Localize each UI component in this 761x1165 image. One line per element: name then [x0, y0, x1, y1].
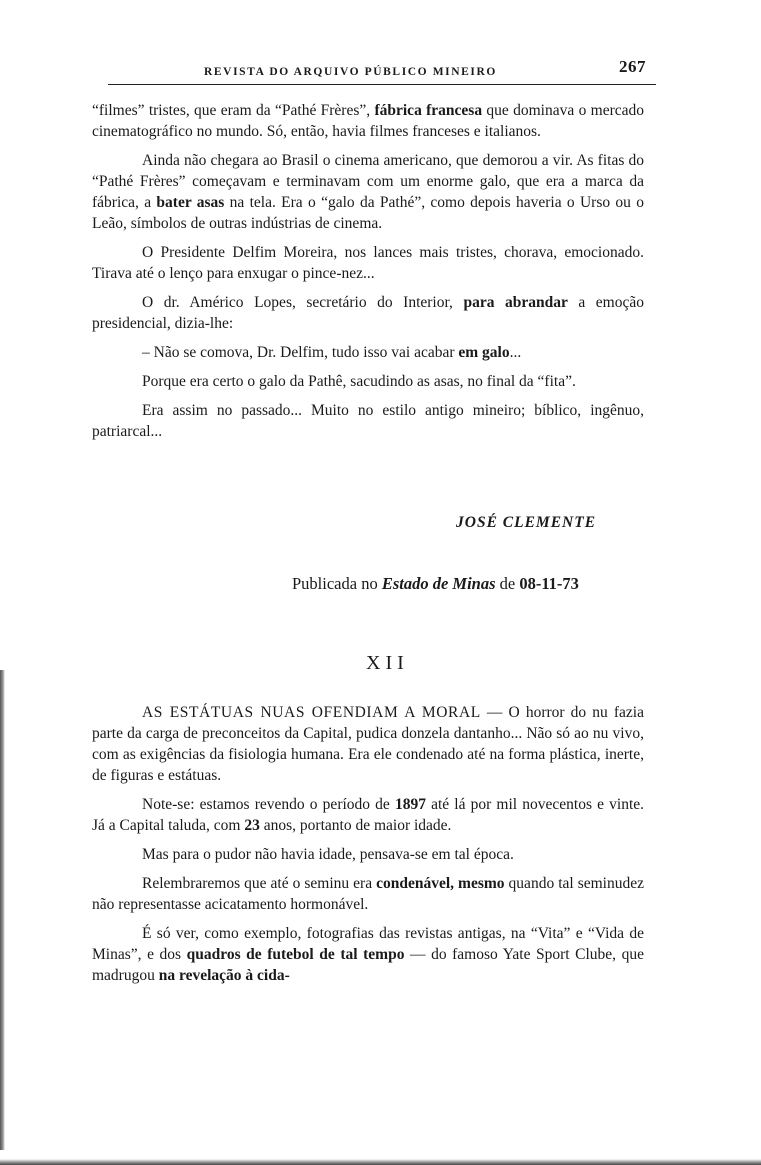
author-signature: JOSÉ CLEMENTE — [456, 514, 597, 531]
text-run: — do famoso Yate Sport Clube, que madrugou — [92, 946, 644, 984]
scan-edge-bottom — [0, 1159, 761, 1165]
paragraph — [92, 150, 644, 234]
paragraph: Mas para o pudor não havia idade, pensava-se em tal época. — [142, 846, 514, 863]
text-run: Note-se: estamos revendo o período de — [142, 796, 395, 813]
bold-text: 1897 — [394, 796, 426, 813]
text-run: Relembraremos que até o seminu era — [142, 875, 377, 892]
paragraph — [92, 702, 644, 786]
new-article — [92, 702, 644, 994]
journal-title: REVISTA DO ARQUIVO PÚBLICO MINEIRO — [204, 66, 497, 78]
paragraph — [92, 873, 644, 915]
bold-text: 23 — [244, 817, 260, 834]
bold-text: em galo — [458, 344, 510, 361]
text-run: Ainda não chegara ao Brasil o cinema americano, que demorou a vir. As fitas do “Pathé Frères” começavam e terminavam com um enorme galo, que era a marca da fábrica, a — [92, 152, 644, 211]
text-run: na tela. Era o “galo da Pathé”, como depois haveria o Urso ou o Leão, símbolos de outras indústrias de cinema. — [92, 194, 645, 232]
bold-text: quadros de futebol de tal tempo — [186, 946, 405, 963]
text-run: quando tal seminudez não representasse acicatamento hormonável. — [92, 875, 644, 913]
paragraph — [92, 100, 644, 142]
bold-text: bater asas — [156, 194, 225, 211]
text-run: “filmes” tristes, que eram da “Pathé Frères”, — [92, 102, 375, 119]
article-continuation — [92, 100, 644, 450]
bold-text: condenável, mesmo — [376, 875, 505, 892]
text-run: É só ver, como exemplo, fotografias das revistas antigas, na “Vita” e “Vida de Minas”, e dos — [92, 925, 644, 963]
text-run: a emoção presidencial, dizia-lhe: — [92, 294, 644, 332]
publication-prefix: Publicada no — [292, 574, 382, 593]
bold-text: fábrica francesa — [374, 102, 483, 119]
publication-connector: de — [495, 574, 520, 593]
paragraph: Porque era certo o galo da Pathê, sacudindo as asas, no final da “fita”. — [142, 373, 576, 390]
paragraph — [92, 292, 644, 334]
text-run: – Não se comova, Dr. Delfim, tudo isso vai acabar — [142, 344, 459, 361]
text-run: ... — [509, 344, 522, 361]
text-run: que dominava o mercado cinematográfico no mundo. Só, então, havia filmes franceses e italianos. — [92, 102, 644, 140]
paragraph: O Presidente Delfim Moreira, nos lances mais tristes, chorava, emocionado. Tirava até o lenço para enxugar o pince-nez... — [92, 244, 644, 282]
scan-edge-left — [0, 670, 5, 1150]
article-heading: AS ESTÁTUAS NUAS OFENDIAM A MORAL — [142, 704, 481, 721]
chapter-number: XII — [366, 652, 409, 674]
paragraph — [92, 923, 644, 986]
bold-text: na revelação à cida- — [158, 967, 290, 984]
running-header — [108, 56, 656, 85]
text-run: — O horror do nu fazia parte da carga de preconceitos da Capital, pudica donzela dantanho... Não só ao nu vivo, com as exigências da fisiologia humana. Era ele condenado até na forma plástica, inerte, de figuras e estátuas. — [92, 704, 644, 784]
page-number: 267 — [619, 57, 646, 76]
paragraph — [92, 794, 644, 836]
text-run: anos, portanto de maior idade. — [259, 817, 452, 834]
paragraph: Era assim no passado... Muito no estilo antigo mineiro; bíblico, ingênuo, patriarcal... — [92, 402, 644, 440]
publication-note — [292, 574, 579, 594]
newspaper-name: Estado de Minas — [381, 574, 496, 593]
text-run: até lá por mil novecentos e vinte. Já a Capital taluda, com — [92, 796, 645, 834]
paragraph — [92, 342, 644, 363]
publication-date: 08-11-73 — [519, 574, 579, 593]
text-run: O dr. Américo Lopes, secretário do Interior, — [142, 294, 464, 311]
bold-text: para abrandar — [463, 294, 568, 311]
